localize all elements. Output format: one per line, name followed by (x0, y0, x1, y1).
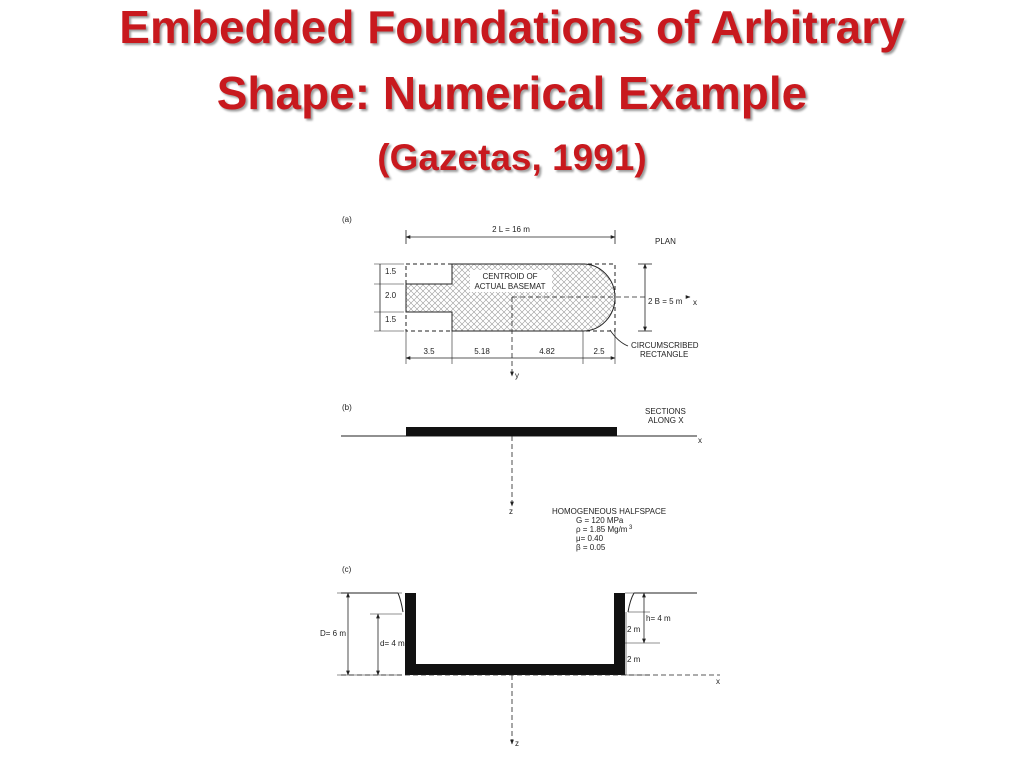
right-trench-notch (628, 593, 634, 612)
left-trench-notch (398, 593, 403, 612)
halfspace-properties (552, 507, 666, 552)
density: ρ = 1.85 Mg/m (576, 525, 628, 534)
bottom-dim-3: 4.82 (539, 347, 555, 356)
left-dim-2: 2.0 (385, 291, 397, 300)
surface-foundation-slab (406, 427, 617, 436)
panel-c-embedded (320, 565, 720, 748)
depth-D-label: D= 6 m (320, 629, 347, 638)
circumscribed-label-line2: RECTANGLE (640, 350, 689, 359)
shear-modulus: G = 120 MPa (576, 516, 624, 525)
panel-b-label: (b) (342, 403, 352, 412)
embedded-z-label: z (515, 739, 519, 748)
plan-y-label: y (515, 371, 519, 380)
section-label-line2: ALONG X (648, 416, 684, 425)
bottom-dim-2: 5.18 (474, 347, 490, 356)
embedded-x-label: x (716, 677, 720, 686)
bottom-dim-4: 2.5 (593, 347, 605, 356)
overall-length-label: 2 L = 16 m (492, 225, 530, 234)
slide-title-line2: Shape: Numerical Example (216, 67, 808, 119)
section-z-label: z (509, 507, 513, 516)
panel-c-label: (c) (342, 565, 352, 574)
panel-a-plan (342, 215, 699, 380)
left-dim-1: 1.5 (385, 267, 397, 276)
wall-height-h-label: h= 4 m (646, 614, 671, 623)
bottom-dim-1: 3.5 (423, 347, 435, 356)
embedded-foundation-box (405, 593, 625, 675)
centroid-label-line2: ACTUAL BASEMAT (474, 282, 546, 291)
panel-a-label: (a) (342, 215, 352, 224)
plan-x-label: x (693, 298, 697, 307)
centroid-label-line1: CENTROID OF (482, 272, 538, 281)
embedment-d-label: d= 4 m (380, 639, 405, 648)
section-x-label: x (698, 436, 702, 445)
slide-title-line1: Embedded Foundations of Arbitrary (119, 1, 905, 53)
panel-b-section (341, 403, 702, 516)
left-dim-3: 1.5 (385, 315, 397, 324)
halfspace-heading: HOMOGENEOUS HALFSPACE (552, 507, 667, 516)
density-exponent: 3 (629, 525, 633, 531)
width-label: 2 B = 5 m (648, 297, 683, 306)
wall-2m-upper-label: 2 m (627, 625, 641, 634)
damping-ratio: β = 0.05 (576, 543, 606, 552)
wall-2m-lower-label: 2 m (627, 655, 641, 664)
poisson-ratio: μ= 0.40 (576, 534, 604, 543)
slide-citation: (Gazetas, 1991) (377, 137, 647, 178)
circumscribed-label-line1: CIRCUMSCRIBED (631, 341, 699, 350)
section-label-line1: SECTIONS (645, 407, 686, 416)
plan-label: PLAN (655, 237, 676, 246)
